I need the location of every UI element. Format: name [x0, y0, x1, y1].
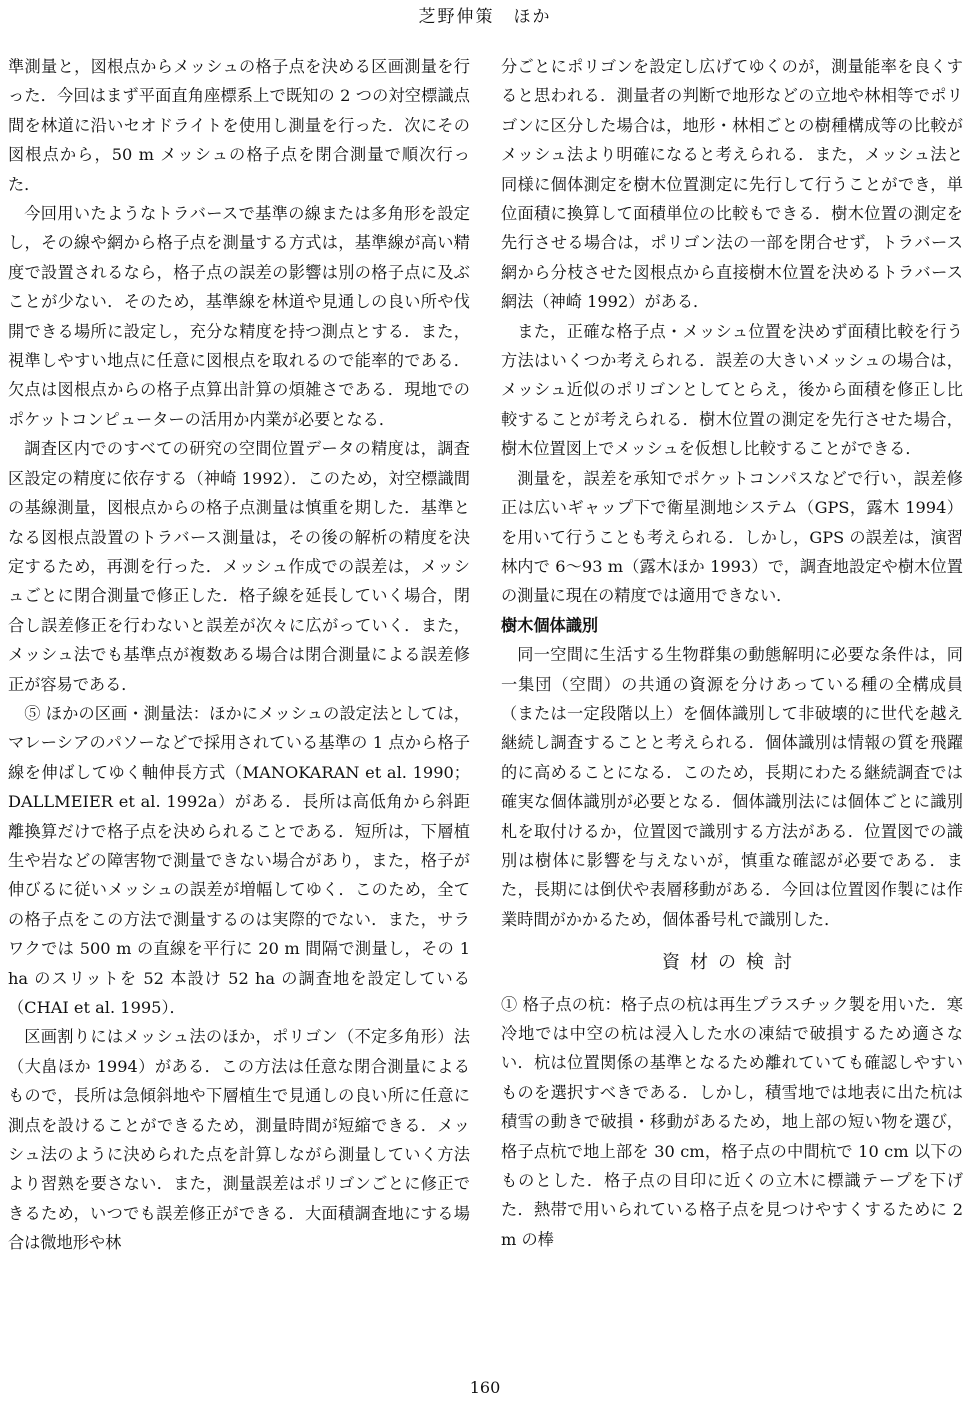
paragraph: 調査区内でのすべての研究の空間位置データの精度は，調査区設定の精度に依存する（神崎 1992）．このため，対空標識間の基線測量，図根点からの格子点測量は慎重を期した．基準となる図根点設置のトラバース測量は，その後の解析の精度を決定するため，再測を行った．メッシュ作成での誤差は，メッシュごとに閉合測量で修正した．格子線を延長していく場合，閉合し誤差修正を行わないと誤差が次々に広がっていく．また，メッシュ法でも基準点が複数ある場合は閉合測量による誤差修正が容易である． [8, 439, 470, 694]
paragraph: ① 格子点の杭：格子点の杭は再生プラスチック製を用いた．寒冷地では中空の杭は浸入した水の凍結で破損するため適さない．杭は位置関係の基準となるため離れていても確認しやすいものを選択すべきである．しかし，積雪地では地表に出た杭は積雪の動きで破損・移動があるため，地上部の短い物を選び，格子点杭で地上部を 30 cm，格子点の中間杭で 10 cm 以下のものとした．格子点の目印に近くの立木に標識テープを下げた．熱帯で用いられている格子点を見つけやすくするために 2 m の棒 [501, 994, 963, 1249]
paragraph: 同一空間に生活する生物群集の動態解明に必要な条件は，同一集団（空間）の共通の資源を分けあっている種の全構成員（または一定段階以上）を個体識別して非破壊的に世代を越え継続し調査することと考えられる．個体識別は情報の質を飛躍的に高めることになる．このため，長期にわたる継続調査では確実な個体識別が必要となる．個体識別法には個体ごとに識別札を取付けるか，位置図で識別する方法がある．位置図での識別は樹体に影響を与えないが，慎重な確認が必要である．また，長期には倒伏や表層移動がある．今回は位置図作製には作業時間がかかるため，個体番号札で識別した． [501, 645, 963, 929]
paragraph: 測量を，誤差を承知でポケットコンパスなどで行い，誤差修正は広いギャップ下で衛星測地システム（GPS，露木 1994）を用いて行うことも考えられる．しかし，GPS の誤差は，演習林内で 6～93 m（露木ほか 1993）で，調査地設定や樹木位置の測量に現在の精度では適用できない． [501, 468, 963, 606]
page-number: 160 [469, 1378, 501, 1397]
running-title: 芝野伸策 ほか [418, 7, 552, 27]
paragraph: ⑤ ほかの区画・測量法：ほかにメッシュの設定法としては，マレーシアのパソーなどで採用されている基準の 1 点から格子線を伸ばしてゆく軸伸長方式（MANOKARAN et al. 1990；DALLMEIER et al. 1992a）がある．長所は高低角から斜距離換算だけで格子点を決められることである．短所は，下層植生や岩などの障害物で測量できない場合があり，また，格子が伸びるに従いメッシュの誤差が増幅してゆく．このため，全ての格子点をこの方法で測量するのは実際的でない．また，サラワクでは 500 m の直線を平行に 20 m 間隔で測量し，その 1 ha のスリットを 52 本設け 52 ha の調査地を設定している（CHAI et al. 1995）． [8, 703, 470, 1017]
paragraph: 区画割りにはメッシュ法のほか，ポリゴン（不定多角形）法（大畠ほか 1994）がある．この方法は任意な閉合測量によるもので，長所は急傾斜地や下層植生で見通しの良い所に任意に測点を設けることができるため，測量時間が短縮できる．メッシュ法のように決められた点を計算しながら測量していく方法より習熟を要さない．また，測量誤差はポリゴンごとに修正できるため，いつでも誤差修正ができる．大面積調査地にする場合は微地形や林 [8, 1027, 470, 1253]
paragraph: 今回用いたようなトラバースで基準の線または多角形を設定し，その線や網から格子点を測量する方式は，基準線が高い精度で設置されるなら，格子点の誤差の影響は別の格子点に及ぶことが少ない．そのため，基準線を林道や見通しの良い所や伐開できる場所に設定し，充分な精度を持つ測点とする．また，視準しやすい地点に任意に図根点を取れるので能率的である．欠点は図根点からの格子点算出計算の煩雑さである．現地でのポケットコンピューターの活用か内業が必要となる． [8, 204, 470, 429]
subheading: 樹木個体識別 [501, 615, 599, 635]
left-column [8, 52, 470, 1258]
right-column [501, 52, 963, 1254]
paragraph: 準測量と，図根点からメッシュの格子点を決める区画測量を行った．今回はまず平面直角座標系上で既知の 2 つの対空標識点間を林道に沿いセオドライトを使用し測量を行った．次にその図根点から，50 m メッシュの格子点を閉合測量で順次行った． [8, 57, 470, 194]
paragraph: 分ごとにポリゴンを設定し広げてゆくのが，測量能率を良くすると思われる．測量者の判断で地形などの立地や林相等でポリゴンに区分した場合は，地形・林相ごとの樹種構成等の比較がメッシュ法より明確になると考えられる．また，メッシュ法と同様に個体測定を樹木位置測定に先行して行うことができ，単位面積に換算して面積単位の比較もできる．樹木位置の測定を先行させる場合は，ポリゴン法の一部を閉合せず，トラバース網から分枝させた図根点から直接樹木位置を決めるトラバース網法（神崎 1992）がある． [501, 57, 963, 312]
paragraph: また，正確な格子点・メッシュ位置を決めず面積比較を行う方法はいくつか考えられる．誤差の大きいメッシュの場合は，メッシュ近似のポリゴンとしてとらえ，後から面積を修正し比較することが考えられる．樹木位置の測定を先行させた場合，樹木位置図上でメッシュを仮想し比較することができる． [501, 321, 963, 459]
section-title: 資材の検討 [662, 952, 802, 974]
